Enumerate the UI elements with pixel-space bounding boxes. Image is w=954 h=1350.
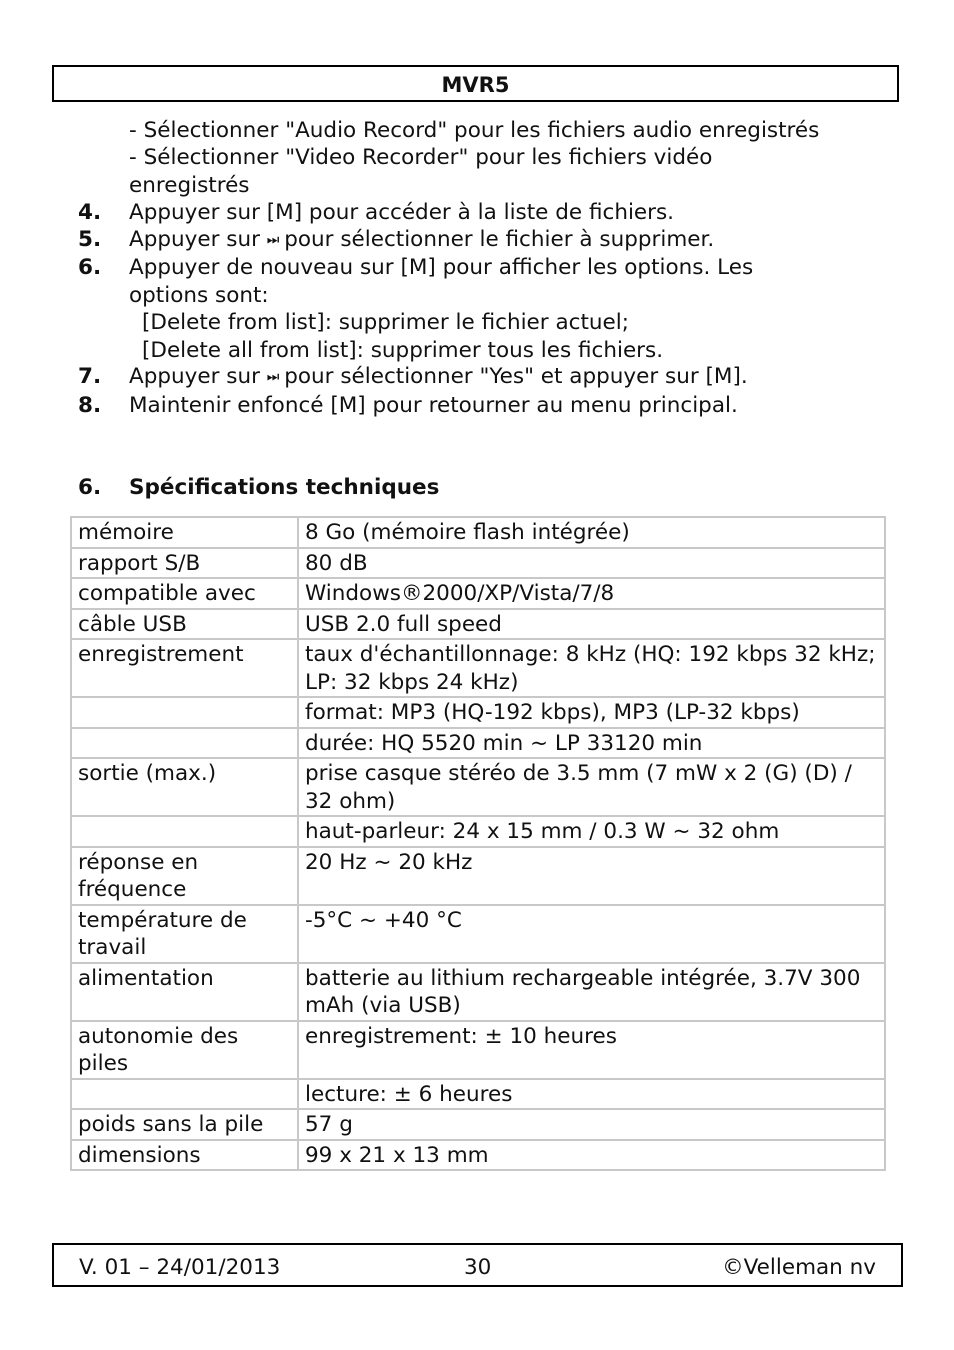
table-row bbox=[71, 639, 885, 697]
option-line: [Delete all from list]: supprimer tous les fichiers. bbox=[142, 338, 664, 363]
spec-label-cell: alimentation bbox=[71, 963, 298, 1021]
section-title: Spécifications techniques bbox=[129, 475, 440, 500]
table-row bbox=[71, 728, 885, 759]
spec-value-cell: 80 dB bbox=[298, 548, 885, 579]
step-text bbox=[129, 363, 748, 391]
intro-line: - Sélectionner "Audio Record" pour les fichiers audio enregistrés bbox=[129, 118, 820, 143]
step-number: 5. bbox=[78, 227, 102, 252]
step-text-post: pour sélectionner le fichier à supprimer. bbox=[284, 227, 715, 252]
spec-value-cell: prise casque stéréo de 3.5 mm (7 mW x 2 (G) (D) / 32 ohm) bbox=[298, 758, 885, 816]
table-row bbox=[71, 609, 885, 640]
spec-label-cell bbox=[71, 816, 298, 847]
step-number: 4. bbox=[78, 200, 102, 225]
footer-copyright: ©Velleman nv bbox=[722, 1255, 876, 1280]
spec-label-cell: température de travail bbox=[71, 905, 298, 963]
table-row bbox=[71, 548, 885, 579]
step-number: 8. bbox=[78, 393, 102, 418]
spec-label-cell: autonomie des piles bbox=[71, 1021, 298, 1079]
table-row bbox=[71, 517, 885, 548]
spec-value-cell: 99 x 21 x 13 mm bbox=[298, 1140, 885, 1171]
table-row bbox=[71, 1109, 885, 1140]
spec-value-cell: 8 Go (mémoire flash intégrée) bbox=[298, 517, 885, 548]
intro-line: enregistrés bbox=[129, 173, 250, 198]
step-number: 6. bbox=[78, 255, 102, 280]
spec-label-cell bbox=[71, 1079, 298, 1110]
header-title: MVR5 bbox=[441, 73, 510, 97]
section-number: 6. bbox=[78, 475, 102, 500]
table-row bbox=[71, 963, 885, 1021]
spec-value-cell: USB 2.0 full speed bbox=[298, 609, 885, 640]
spec-label-cell: poids sans la pile bbox=[71, 1109, 298, 1140]
step-text: Appuyer de nouveau sur [M] pour afficher les options. Les bbox=[129, 255, 754, 280]
spec-label-cell: rapport S/B bbox=[71, 548, 298, 579]
spec-label-cell: enregistrement bbox=[71, 639, 298, 697]
spec-value-cell: 57 g bbox=[298, 1109, 885, 1140]
spec-value-cell: format: MP3 (HQ-192 kbps), MP3 (LP-32 kbps) bbox=[298, 697, 885, 728]
spec-value-cell: durée: HQ 5520 min ~ LP 33120 min bbox=[298, 728, 885, 759]
spec-label-cell bbox=[71, 697, 298, 728]
step-text-continuation: options sont: bbox=[129, 283, 269, 308]
skip-forward-icon: ⏭ bbox=[266, 369, 278, 385]
spec-label-cell: dimensions bbox=[71, 1140, 298, 1171]
step-text-post: pour sélectionner "Yes" et appuyer sur [M]. bbox=[284, 364, 748, 389]
spec-value-cell: Windows®2000/XP/Vista/7/8 bbox=[298, 578, 885, 609]
step-text: Maintenir enfoncé [M] pour retourner au menu principal. bbox=[129, 393, 738, 418]
table-row bbox=[71, 758, 885, 816]
step-text-pre: Appuyer sur bbox=[129, 227, 260, 252]
spec-value-cell: batterie au lithium rechargeable intégrée, 3.7V 300 mAh (via USB) bbox=[298, 963, 885, 1021]
spec-value-cell: haut-parleur: 24 x 15 mm / 0.3 W ~ 32 ohm bbox=[298, 816, 885, 847]
step-number: 7. bbox=[78, 364, 102, 389]
footer-version: V. 01 – 24/01/2013 bbox=[79, 1255, 281, 1280]
document-footer bbox=[52, 1243, 903, 1287]
spec-label-cell: compatible avec bbox=[71, 578, 298, 609]
step-text: Appuyer sur [M] pour accéder à la liste de fichiers. bbox=[129, 200, 675, 225]
table-row bbox=[71, 578, 885, 609]
spec-label-cell: réponse en fréquence bbox=[71, 847, 298, 905]
specifications-table bbox=[70, 516, 886, 1171]
table-row bbox=[71, 1021, 885, 1079]
skip-forward-icon: ⏭ bbox=[266, 232, 278, 248]
spec-value-cell: -5°C ~ +40 °C bbox=[298, 905, 885, 963]
step-text bbox=[129, 226, 714, 254]
spec-value-cell: enregistrement: ± 10 heures bbox=[298, 1021, 885, 1079]
table-row bbox=[71, 847, 885, 905]
spec-value-cell: 20 Hz ~ 20 kHz bbox=[298, 847, 885, 905]
table-row bbox=[71, 1140, 885, 1171]
footer-page-number: 30 bbox=[464, 1255, 492, 1280]
table-row bbox=[71, 1079, 885, 1110]
step-text-pre: Appuyer sur bbox=[129, 364, 260, 389]
table-row bbox=[71, 816, 885, 847]
spec-label-cell bbox=[71, 728, 298, 759]
intro-line: - Sélectionner "Video Recorder" pour les fichiers vidéo bbox=[129, 145, 713, 170]
table-row bbox=[71, 697, 885, 728]
spec-value-cell: lecture: ± 6 heures bbox=[298, 1079, 885, 1110]
document-header bbox=[52, 65, 899, 102]
spec-label-cell: sortie (max.) bbox=[71, 758, 298, 816]
spec-label-cell: mémoire bbox=[71, 517, 298, 548]
table-row bbox=[71, 905, 885, 963]
spec-label-cell: câble USB bbox=[71, 609, 298, 640]
spec-value-cell: taux d'échantillonnage: 8 kHz (HQ: 192 kbps 32 kHz; LP: 32 kbps 24 kHz) bbox=[298, 639, 885, 697]
option-line: [Delete from list]: supprimer le fichier actuel; bbox=[142, 310, 629, 335]
